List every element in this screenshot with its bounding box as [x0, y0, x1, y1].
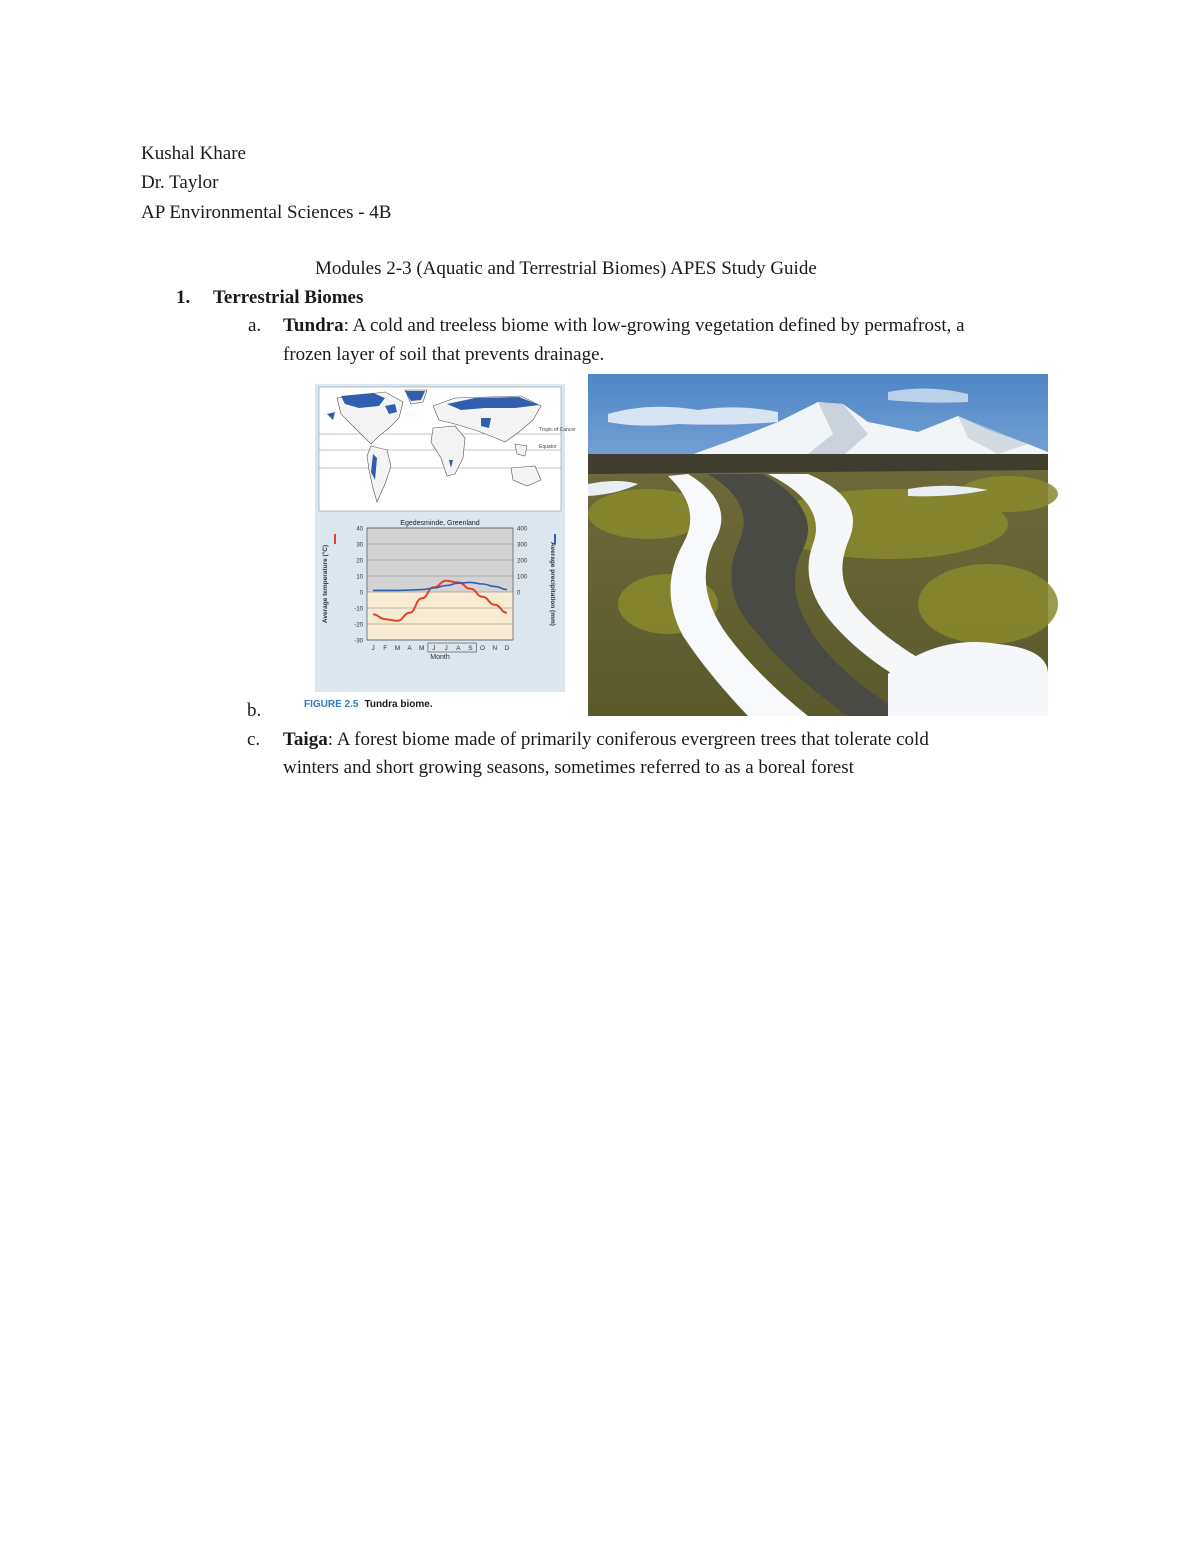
chart-x-tick: N — [492, 645, 498, 652]
map-label-equator: Equator — [539, 444, 557, 450]
chart-x-tick: S — [468, 645, 473, 652]
map-label-tropic: Tropic of Cancer — [539, 427, 576, 433]
tundra-term: Tundra — [283, 315, 344, 336]
chart-x-tick: D — [504, 645, 510, 652]
tundra-definition — [283, 314, 965, 338]
tundra-definition-line1: : A cold and treeless biome with low-growing vegetation defined by permafrost, a — [343, 315, 965, 336]
chart-y-left-tick: -30 — [354, 638, 363, 645]
figure-caption — [304, 699, 433, 710]
chart-y-right-tick: 400 — [517, 526, 528, 533]
chart-y-left-tick: 30 — [356, 542, 363, 549]
chart-x-tick: J — [432, 645, 436, 652]
figure-caption-text: Tundra biome. — [364, 699, 433, 710]
chart-x-tick: M — [419, 645, 425, 652]
tundra-definition-line2: frozen layer of soil that prevents drainage. — [283, 344, 605, 365]
climate-chart — [315, 520, 565, 692]
figure-number: FIGURE 2.5 — [304, 699, 359, 710]
chart-temp-band — [367, 592, 513, 640]
chart-x-tick: A — [407, 645, 412, 652]
chart-y-left-tick: -20 — [354, 622, 363, 629]
chart-y-right-tick: 100 — [517, 574, 528, 581]
list-marker-c: c. — [247, 729, 261, 750]
figure-panel — [315, 384, 576, 692]
list-marker-b: b. — [247, 700, 262, 721]
taiga-term: Taiga — [283, 729, 328, 750]
section-heading: Terrestrial Biomes — [213, 287, 364, 308]
chart-x-tick: M — [394, 645, 401, 652]
student-name: Kushal Khare — [141, 143, 246, 164]
chart-title: Egedesminde, Greenland — [400, 520, 480, 527]
chart-y-right-tick: 200 — [517, 558, 528, 565]
chart-y-left-tick: -10 — [354, 606, 363, 613]
teacher-name: Dr. Taylor — [141, 172, 219, 193]
chart-x-tick: F — [383, 645, 388, 652]
chart-y-left-tick: 40 — [356, 526, 363, 533]
list-marker-a: a. — [248, 315, 262, 336]
section-number: 1. — [176, 287, 191, 308]
document-title: Modules 2-3 (Aquatic and Terrestrial Biomes) APES Study Guide — [315, 258, 817, 279]
course-name: AP Environmental Sciences - 4B — [141, 202, 392, 223]
chart-y-left-label: Average temperature (°C) — [322, 544, 329, 624]
taiga-definition-line2: winters and short growing seasons, sometimes referred to as a boreal forest — [283, 757, 854, 778]
chart-y-left-tick: 10 — [356, 574, 363, 581]
chart-x-tick: J — [371, 645, 375, 652]
tundra-world-map — [315, 384, 576, 516]
chart-y-right-tick: 0 — [517, 590, 521, 597]
taiga-definition-line1: : A forest biome made of primarily coniferous evergreen trees that tolerate cold — [327, 729, 929, 750]
tundra-figure — [284, 376, 582, 716]
chart-y-left-tick: 0 — [359, 590, 363, 597]
chart-y-left-tick: 20 — [356, 558, 363, 565]
chart-y-right-tick: 300 — [517, 542, 528, 549]
tundra-landscape-photo — [588, 374, 1048, 716]
chart-x-tick: J — [444, 645, 448, 652]
chart-x-tick: O — [480, 645, 486, 652]
chart-y-right-label: Average precipitation (mm) — [549, 542, 556, 626]
taiga-definition — [283, 728, 929, 752]
chart-x-tick: A — [456, 645, 461, 652]
chart-x-label: Month — [430, 654, 450, 661]
